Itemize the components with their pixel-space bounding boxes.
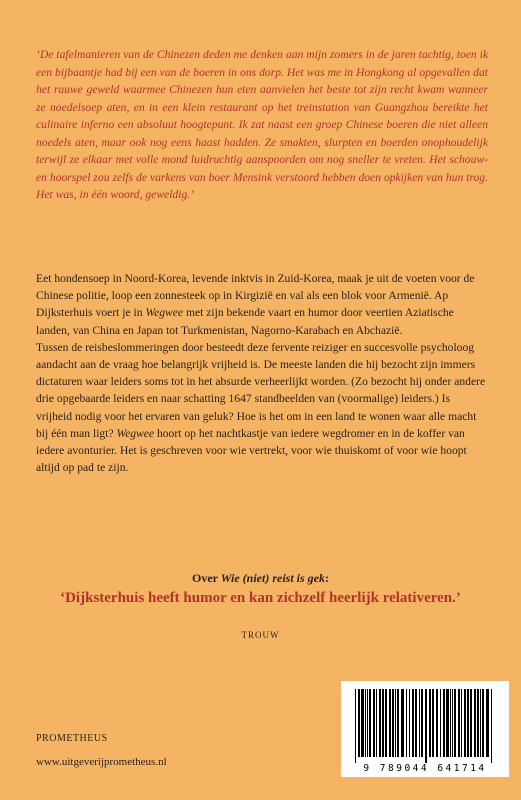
book-title: Wegwee [116, 426, 155, 440]
barcode-bar [425, 689, 427, 763]
barcode-bar [412, 689, 414, 757]
isbn-barcode [341, 681, 509, 777]
barcode-bar [389, 689, 391, 757]
barcode-bar [376, 689, 377, 757]
barcode-bar [454, 689, 456, 757]
blurb-text: met zijn bekende vaart en humor door veertien Aziatische landen, van China en Japan tot Turkmenistan, Nagorno-Karabach en Abchazië. [36, 306, 454, 337]
barcode-bar [446, 689, 449, 757]
barcode-bar [395, 689, 396, 757]
review-intro-suffix: : [325, 571, 329, 585]
back-cover-blurb [36, 270, 488, 476]
barcode-bar [461, 689, 462, 757]
barcode-bar [474, 689, 476, 757]
barcode-bar [385, 689, 387, 757]
barcode-bar [464, 689, 466, 757]
barcode-bar [467, 689, 469, 757]
blurb-text: hoort op het nachtkastje van iedere wegdromer en in de koffer van iedere avonturier. Het is geschreven voor wie vertrekt, voor wie thuiskomt of voor wie hoopt altijd op pad te zijn. [36, 426, 467, 475]
barcode-bar [365, 689, 366, 757]
barcode-bar [379, 689, 381, 757]
review-intro-prefix: Over [192, 571, 221, 585]
barcode-bar [415, 689, 417, 757]
barcode-bar [373, 689, 375, 757]
barcode-bar [458, 689, 460, 757]
barcode-bar [369, 689, 371, 757]
blurb-paragraph-1 [36, 270, 488, 339]
barcode-bar [367, 689, 368, 757]
publisher-url: www.uitgeverijprometheus.nl [36, 756, 167, 768]
barcode-bar [392, 689, 394, 757]
press-review [0, 570, 521, 608]
barcode-bar [450, 689, 451, 757]
book-title: Wegwee [145, 306, 184, 320]
barcode-bar [470, 689, 472, 757]
barcode-bar [409, 689, 410, 757]
barcode-bar [382, 689, 384, 757]
barcode-bar [361, 689, 364, 757]
barcode-bar [452, 689, 453, 757]
barcode-bar [421, 689, 423, 757]
publisher-logo: PROMETHEUS [36, 733, 108, 744]
barcode-bar [432, 689, 434, 757]
epigraph-quote: ‘De tafelmanieren van de Chinezen deden me denken aan mijn zomers in de jaren tachtig, toen ik een bijbaantje had bij een van de boeren in ons dorp. Het was me in Hongkong al opgevallen dat het rauwe geweld waarmee Chinezen hun eten aanvielen het beste tot zijn recht kwam wanneer ze noedelsoep aten, en in een klein restaurant op het treinstation van Guangzhou bereikte het culinaire inferno een absoluut hoogtepunt. Ik zat naast een groep Chinese boeren die niet alleen noedels aten, maar ook nog eens haast hadden. Ze smakten, slurpten en boerden onophoudelijk terwijl ze elkaar met volle mond luidruchtig aanspoorden om nog sneller te vreten. Het schouw- en hoorspel zou zelfs de varkens van boer Mensink verstoord hebben doen opkijken van hun trog. Het was, in één woord, geweldig.’ [36, 48, 488, 201]
barcode-bar [480, 689, 481, 757]
blurb-paragraph-2 [36, 339, 488, 477]
barcode-bar [486, 689, 489, 757]
barcode-bar [443, 689, 445, 757]
barcode-bar [491, 689, 492, 763]
review-intro [0, 570, 521, 586]
barcode-bar [419, 689, 420, 757]
review-source: TROUW [241, 630, 280, 640]
barcode-bar [397, 689, 399, 757]
barcode-bar [429, 689, 431, 757]
barcode-bar [406, 689, 407, 757]
barcode-bar [440, 689, 441, 757]
blurb-text: Eet hondensoep in Noord-Korea, levende inktvis in Zuid-Korea, maak je uit de voeten voor de Chinese politie, loop een zonnesteek op in Kirgizië en val als een blok voor Armenië. Ap Dijksterhuis voert je in [36, 272, 475, 320]
barcode-bar [477, 689, 479, 757]
previous-book-title: Wie (niet) reist is gek [220, 571, 325, 585]
barcode-bar [436, 689, 438, 757]
barcode-bar [358, 689, 360, 757]
isbn-number: 9 789044 641714 [363, 763, 487, 774]
barcode-bars [353, 689, 497, 763]
review-quote: ‘Dijksterhuis heeft humor en kan zichzelf heerlijk relativeren.’ [60, 590, 461, 606]
barcode-bar [401, 689, 404, 757]
barcode-bar [482, 689, 484, 757]
barcode-bar [355, 689, 356, 763]
blurb-text: Tussen de reisbeslommeringen door besteedt deze fervente reiziger en succesvolle psycholoog aandacht aan de vraag hoe belangrijk vrijheid is. De meeste landen die hij bezocht zijn immers dictaturen waar leiders soms tot in het absurde verheerlijkt worden. (Zo bezocht hij onder andere drie opgebaarde leiders en naar schatting 1647 standbeelden van (voormalige) leiders.) Is vrijheid nodig voor het ervaren van geluk? Hoe is het om in een land te wonen waar alle macht bij één man ligt? [36, 340, 486, 440]
